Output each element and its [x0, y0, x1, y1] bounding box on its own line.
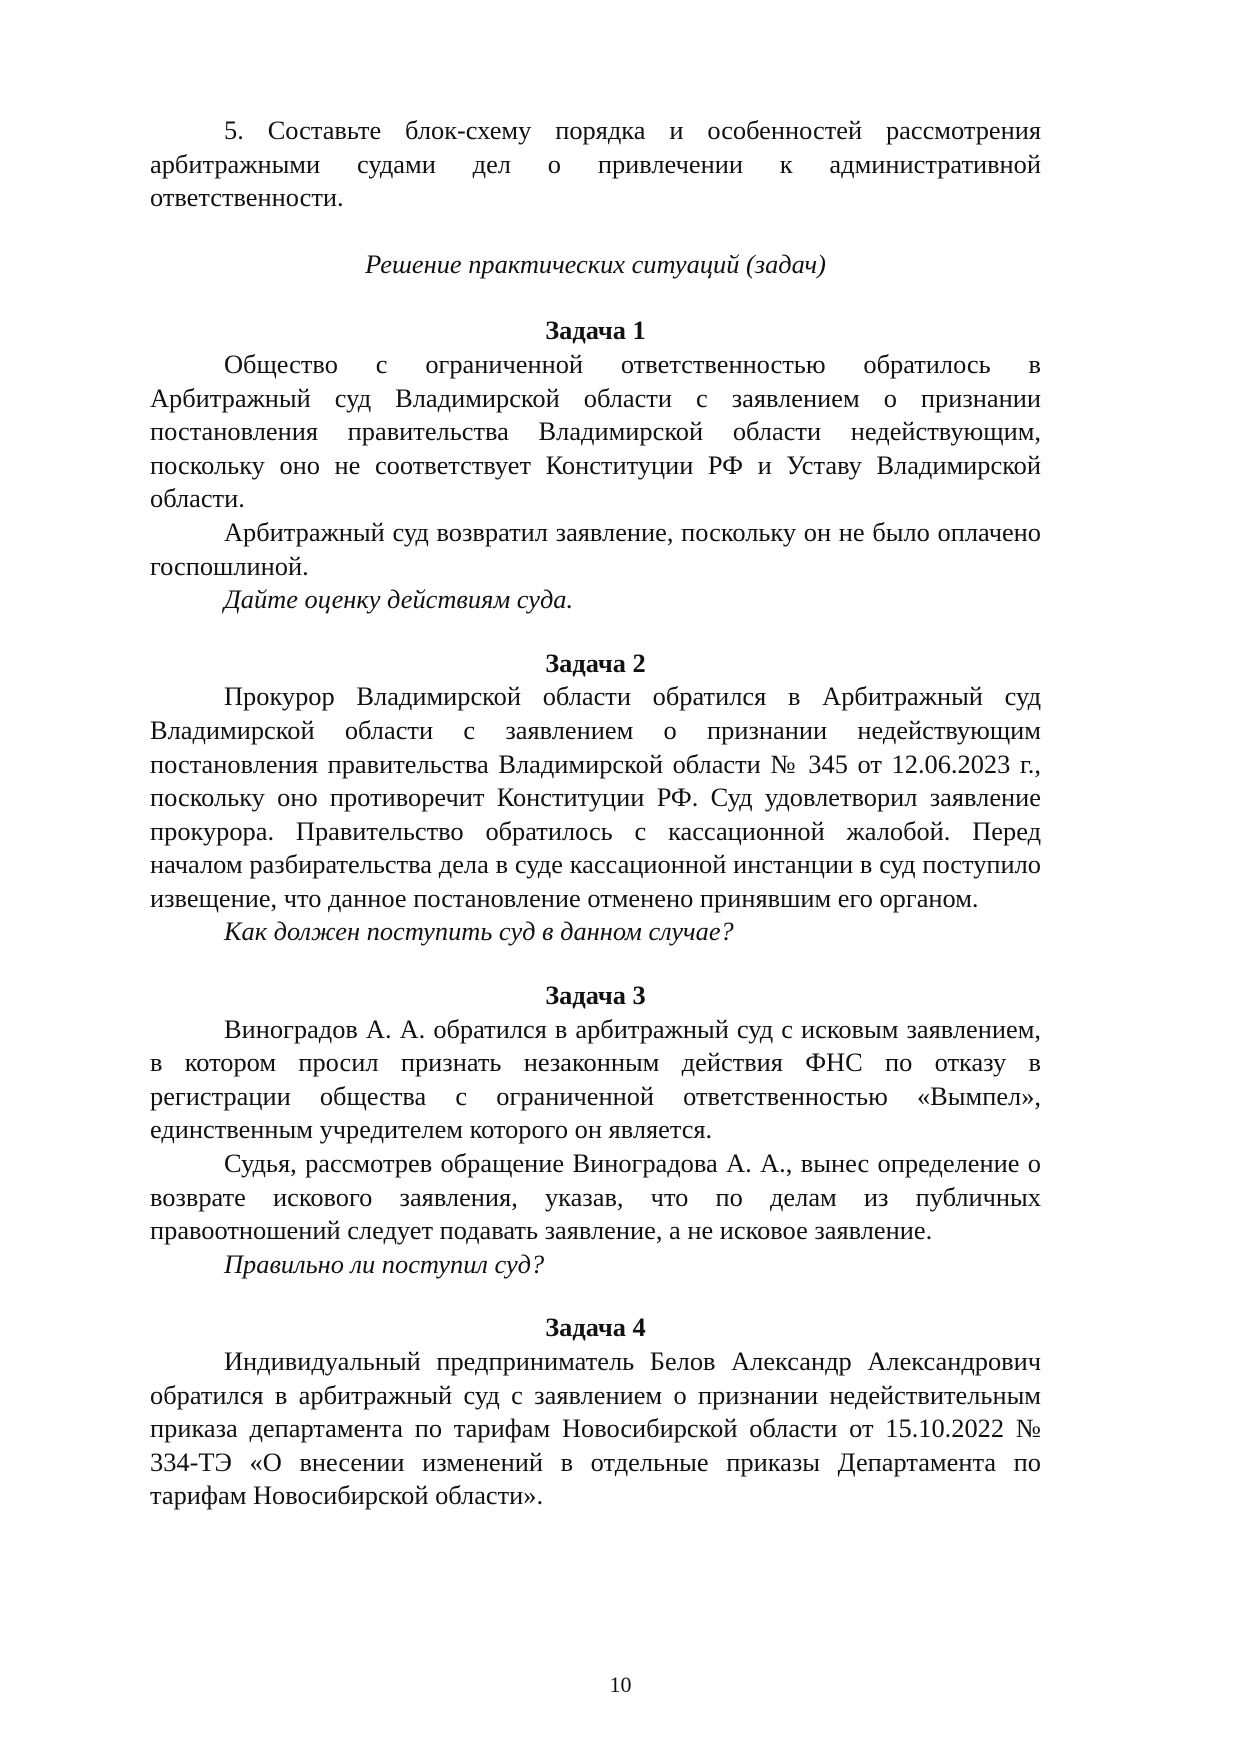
task-2-paragraph-1: Прокурор Владимирской области обратился в Арбитражный суд Владимирской области с заявлением о признании недействующим постановления правительства Владимирской области № 345 от 12.06.2023 г., поскольку оно противоречит Конституции РФ. Суд удовлетворил заявление прокурора. Правительство обратилось с кассационной жалобой. Перед началом разбирательства дела в суде кассационной инстанции в суд поступило извещение, что данное постановление отменено принявшим его органом.: [150, 681, 1041, 913]
document-page: [150, 114, 1041, 1513]
task-1-paragraph-1: Общество с ограниченной ответственностью обратилось в Арбитражный суд Владимирской области с заявлением о признании постановления правительства Владимирской области недействующим, поскольку оно не соответствует Конституции РФ и Уставу Владимирской области.: [150, 348, 1041, 514]
task-2-title: Задача 2: [545, 647, 646, 678]
page-number: 10: [609, 1672, 632, 1697]
task-2-question: Как должен поступить суд в данном случае?: [224, 916, 734, 947]
task-3-paragraph-2: Судья, рассмотрев обращение Виноградова А. А., вынес определение о возврате искового заявления, указав, что по делам из публичных правоотношений следует подавать заявление, а не исковое заявление.: [150, 1148, 1041, 1246]
task-1-title: Задача 1: [545, 315, 646, 346]
section-heading: Решение практических ситуаций (задач): [365, 248, 826, 279]
task-3-title: Задача 3: [545, 980, 646, 1011]
task-4-paragraph-1: Индивидуальный предприниматель Белов Александр Александрович обратился в арбитражный суд с заявлением о признании недействительным приказа департамента по тарифам Новосибирской области от 15.10.2022 № 334-ТЭ «О внесении изменений в отдельные приказы Департамента по тарифам Новосибирской области».: [150, 1346, 1041, 1511]
task-1-question: Дайте оценку действиям суда.: [224, 584, 574, 615]
task-4-title: Задача 4: [545, 1312, 646, 1343]
task-3-paragraph-1: Виноградов А. А. обратился в арбитражный суд с исковым заявлением, в котором просил признать незаконным действия ФНС по отказу в регистрации общества с ограниченной ответственностью «Вымпел», единственным учредителем которого он является.: [150, 1013, 1041, 1145]
task-3-question: Правильно ли поступил суд?: [224, 1248, 545, 1279]
task-1-paragraph-2: Арбитражный суд возвратил заявление, поскольку он не было оплачено госпошлиной.: [150, 516, 1041, 581]
intro-item: 5. Составьте блок-схему порядка и особенностей рассмотрения арбитражными судами дел о привлечении к административной ответственности.: [150, 115, 1041, 213]
